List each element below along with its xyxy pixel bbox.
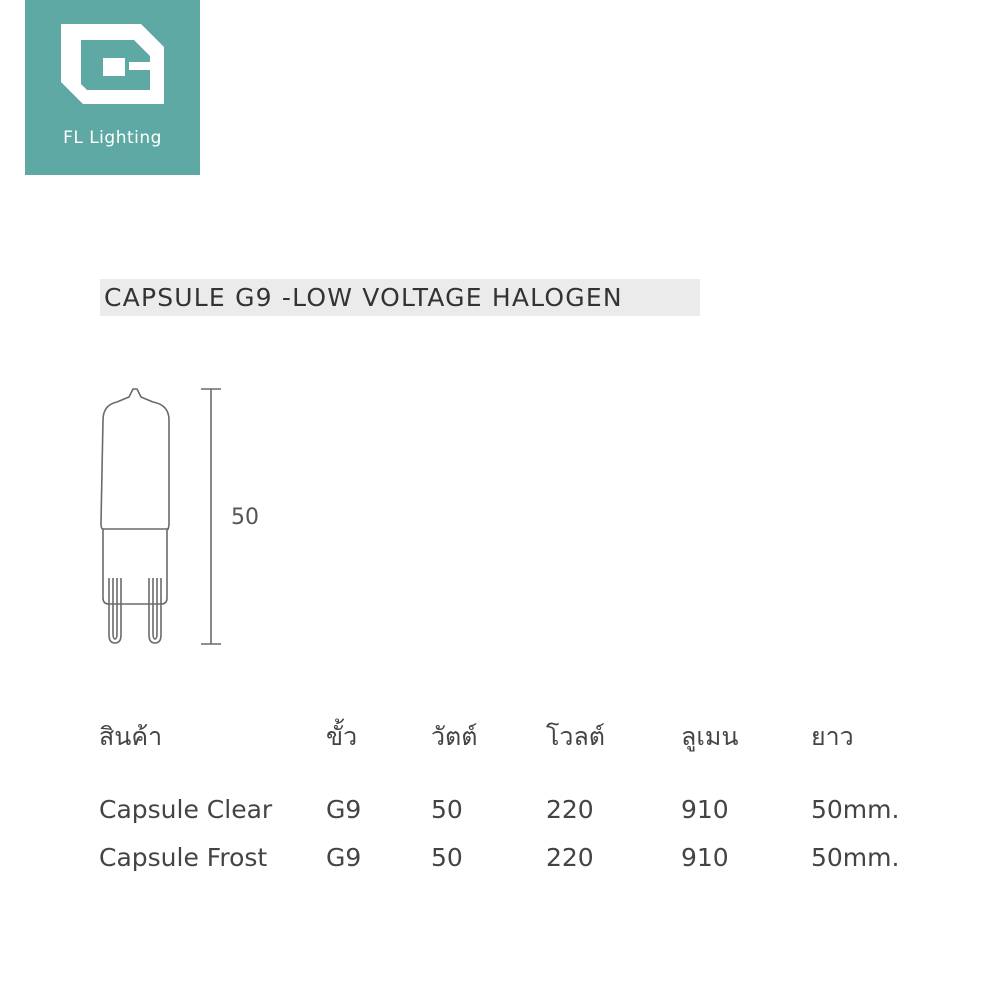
header-product: สินค้า [99,722,163,751]
row-2-lumen: 910 [681,843,729,872]
dimension-label: 50 [231,505,259,530]
header-volt: โวลต์ [546,722,606,751]
row-2-length: 50mm. [811,843,900,872]
row-1-volt: 220 [546,795,594,824]
row-2-product: Capsule Frost [99,843,268,872]
row-1-base: G9 [326,795,362,824]
row-1-product: Capsule Clear [99,795,273,824]
logo-text: FL Lighting [63,128,162,148]
row-1-lumen: 910 [681,795,729,824]
header-base: ขั้ว [326,722,358,751]
row-2-watt: 50 [431,843,463,872]
header-lumen: ลูเมน [681,722,739,751]
row-2-volt: 220 [546,843,594,872]
row-1-length: 50mm. [811,795,900,824]
header-watt: วัตต์ [431,722,478,751]
page-title: CAPSULE G9 -LOW VOLTAGE HALOGEN [104,283,623,312]
row-1-watt: 50 [431,795,463,824]
header-length: ยาว [811,722,854,751]
row-2-base: G9 [326,843,362,872]
